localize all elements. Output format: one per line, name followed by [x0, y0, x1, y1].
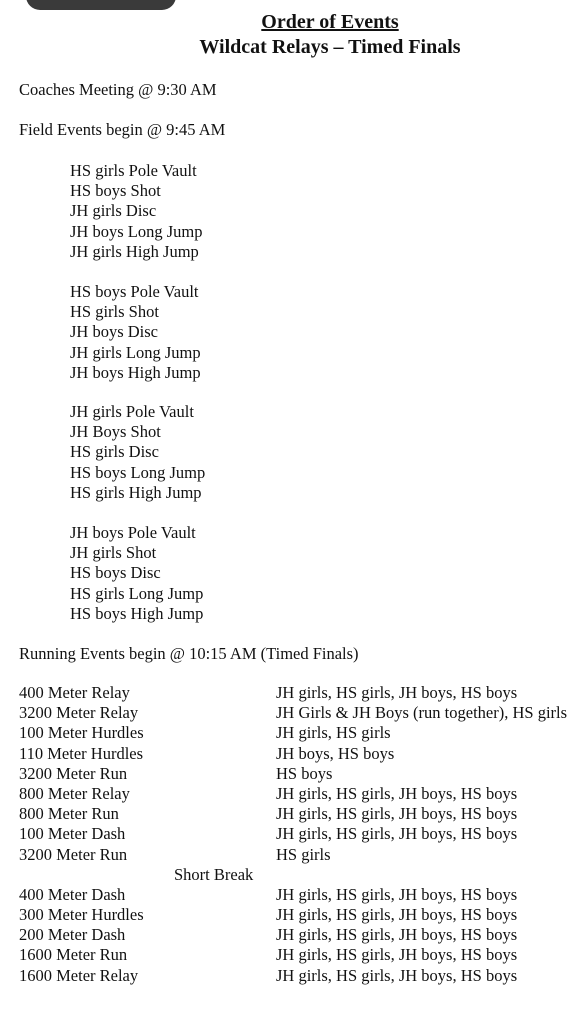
event-name: 100 Meter Dash — [19, 824, 126, 844]
event-name: 400 Meter Dash — [19, 884, 126, 904]
event-name: 3200 Meter Run — [19, 844, 128, 864]
field-event: HS girls Shot — [70, 302, 159, 322]
event-groups: JH girls, HS girls, JH boys, HS boys — [276, 905, 518, 925]
short-break-label: Short Break — [174, 864, 254, 884]
field-event: HS girls Pole Vault — [70, 161, 197, 180]
field-event: JH girls Shot — [70, 543, 157, 563]
running-events-begin-line: Running Events begin @ 10:15 AM (Timed Finals) — [19, 644, 359, 663]
field-event-group-4 — [70, 523, 203, 624]
event-name: 300 Meter Hurdles — [19, 905, 144, 925]
event-groups: JH girls, HS girls, JH boys, HS boys — [276, 945, 518, 965]
field-event: JH boys Disc — [70, 322, 159, 342]
field-event: JH girls Disc — [70, 201, 157, 221]
field-event: JH Boys Shot — [70, 422, 161, 442]
event-groups: JH girls, HS girls, JH boys, HS boys — [276, 683, 518, 702]
field-event: HS girls High Jump — [70, 482, 202, 502]
event-groups: JH Girls & JH Boys (run together), HS girls — [276, 703, 568, 723]
event-groups: JH girls, HS girls — [276, 723, 391, 743]
event-name: 800 Meter Relay — [19, 783, 130, 803]
field-event: JH girls Long Jump — [70, 342, 201, 362]
field-event: JH boys Long Jump — [70, 221, 203, 241]
event-name: 400 Meter Relay — [19, 683, 130, 702]
event-groups: JH girls, HS girls, JH boys, HS boys — [276, 884, 518, 904]
event-groups: JH girls, HS girls, JH boys, HS boys — [276, 783, 518, 803]
field-events-begin-line: Field Events begin @ 9:45 AM — [19, 120, 226, 139]
event-groups: HS girls — [276, 844, 331, 864]
page-title: Order of Events — [261, 11, 399, 33]
event-name: 800 Meter Run — [19, 804, 119, 824]
event-groups: JH girls, HS girls, JH boys, HS boys — [276, 804, 518, 824]
event-groups: JH girls, HS girls, JH boys, HS boys — [276, 824, 518, 844]
coaches-meeting-line: Coaches Meeting @ 9:30 AM — [19, 80, 217, 99]
field-event: HS boys Shot — [70, 181, 161, 201]
field-event: HS boys Disc — [70, 563, 161, 583]
field-event: JH girls High Jump — [70, 241, 199, 261]
event-name: 1600 Meter Relay — [19, 965, 139, 985]
top-overlay-pill — [26, 0, 176, 10]
field-event: HS boys Long Jump — [70, 462, 206, 482]
field-event: HS girls Disc — [70, 442, 159, 462]
field-event: HS girls Long Jump — [70, 583, 204, 603]
field-event: HS boys Pole Vault — [70, 282, 199, 301]
event-name: 1600 Meter Run — [19, 945, 128, 965]
event-name: 200 Meter Dash — [19, 925, 126, 945]
field-event-group-2 — [70, 282, 201, 383]
field-event: JH girls Pole Vault — [70, 402, 194, 421]
field-event-group-1 — [70, 161, 202, 262]
event-name: 100 Meter Hurdles — [19, 723, 144, 743]
event-name: 3200 Meter Run — [19, 763, 128, 783]
event-name: 3200 Meter Relay — [19, 703, 139, 723]
event-groups: JH boys, HS boys — [276, 743, 395, 763]
field-event: JH boys Pole Vault — [70, 523, 196, 542]
field-event-group-3 — [70, 402, 205, 503]
page-subtitle: Wildcat Relays – Timed Finals — [199, 36, 461, 58]
event-groups: JH girls, HS girls, JH boys, HS boys — [276, 965, 518, 985]
event-groups: JH girls, HS girls, JH boys, HS boys — [276, 925, 518, 945]
event-groups: HS boys — [276, 763, 333, 783]
field-event: HS boys High Jump — [70, 603, 204, 623]
event-name: 110 Meter Hurdles — [19, 743, 144, 763]
field-event: JH boys High Jump — [70, 362, 201, 382]
